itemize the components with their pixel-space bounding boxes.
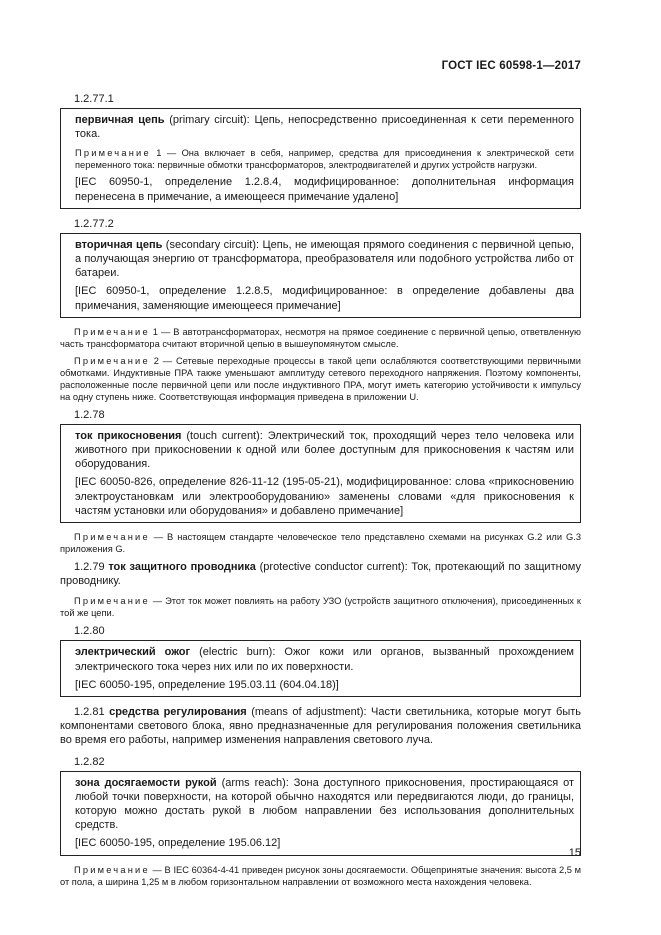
definition-paragraph bbox=[60, 560, 581, 588]
definition-text: (protective conductor current): Ток, протекающий по защитному проводнику. bbox=[60, 561, 581, 588]
note-text: — В IEC 60364-4-41 приведен рисунок зоны досягаемости. Общепринятые значения: высота 2,5 м от пола, а ширина 1,25 м в любом горизонтальном направлении от возможного места нахождения человека. bbox=[60, 864, 581, 887]
term: электрический ожог bbox=[75, 646, 191, 659]
clause-number: 1.2.79 bbox=[74, 561, 105, 574]
definition-text: (primary circuit): Цепь, непосредственно присоединенная к сети переменного тока. bbox=[75, 114, 574, 141]
term: ток защитного проводника bbox=[108, 561, 256, 574]
page-number: 15 bbox=[568, 847, 581, 859]
note bbox=[75, 147, 574, 171]
note bbox=[60, 355, 581, 403]
term: первичная цепь bbox=[75, 114, 165, 126]
note bbox=[60, 326, 581, 350]
reference: [IEC 60050-195, определение 195.03.11 (604.04.18)] bbox=[75, 678, 339, 691]
definition-text: (means of adjustment): Части светильника, которые могут быть компонентами светового блока, явно предназначенные для регулирования положения светильника во время его работы, например изменения направления светового луча. bbox=[60, 706, 582, 747]
note-text: 2 — Сетевые переходные процессы в такой цепи ослабляются соответствующими первичными обмотками. Индуктивные ПРА также уменьшают амплитуду сетевого переходного напряжения. Поэтому компоненты, расположенные после первичной цепи или после индуктивного ПРА, могут иметь категорию устойчивости к импульсу на одну ступень ниже. Соответствующая информация приведена в приложении U. bbox=[60, 355, 581, 402]
term: вторичная цепь bbox=[75, 238, 163, 251]
clause-number: 1.2.81 bbox=[74, 706, 105, 719]
clause-number: 1.2.78 bbox=[74, 408, 105, 421]
definition-paragraph bbox=[60, 705, 581, 748]
term: зона досягаемости рукой bbox=[75, 776, 217, 789]
definition bbox=[75, 645, 574, 673]
term: ток прикосновения bbox=[75, 429, 182, 442]
term: средства регулирования bbox=[109, 706, 247, 719]
note-text: 1 — Она включает в себя, например, средства для присоединения к электрической сети переменного тока: первичные обмотки трансформаторов, электродвигателей и других устройств нагрузки. bbox=[75, 148, 574, 171]
reference: [IEC 60050-826, определение 826-11-12 (195-05-21), модифицированное: слова «прикосновению электроустановкам или электрооборудованию» заменены словами «для прикосновения к частям установки или оборудования» и добавлено примечание] bbox=[75, 476, 574, 517]
definition bbox=[75, 238, 574, 281]
note-label: Примечание bbox=[74, 596, 150, 607]
content bbox=[60, 92, 581, 893]
note-label: Примечание bbox=[74, 355, 150, 366]
note-label: Примечание bbox=[74, 532, 150, 543]
note-text: — Этот ток может повлиять на работу УЗО (устройств защитного отключения), присоединенных к той же цепи. bbox=[60, 596, 581, 619]
definition-box bbox=[60, 233, 581, 318]
clause-number: 1.2.77.1 bbox=[74, 93, 114, 105]
definition-box bbox=[60, 771, 581, 856]
note-label: Примечание bbox=[74, 326, 150, 337]
definition bbox=[75, 429, 574, 472]
clause-number: 1.2.77.2 bbox=[74, 217, 114, 230]
reference: [IEC 60950-1, определение 1.2.8.4, модифицированное: дополнительная информация перенесена в примечание, а имеющееся примечание удалено] bbox=[75, 176, 574, 203]
reference: [IEC 60950-1, определение 1.2.8.5, модифицированное: в определение добавлены два примечания, заменяющие имеющееся примечание] bbox=[75, 285, 574, 312]
note-label: Примечание bbox=[75, 148, 151, 159]
note bbox=[60, 595, 581, 619]
definition-text: (secondary circuit): Цепь, не имеющая прямого соединения с первичной цепью, а получающая энергию от трансформатора, преобразователя или подобного устройства либо от батареи. bbox=[75, 238, 575, 280]
definition-box bbox=[60, 108, 581, 209]
note-label: Примечание bbox=[74, 864, 150, 875]
definition-box bbox=[60, 424, 581, 523]
note bbox=[60, 531, 581, 555]
note-text: 1 — В автотрансформаторах, несмотря на прямое соединение с первичной цепью, ответвленную часть трансформатора считают вторичной цепью в вышеупомянутом смысле. bbox=[60, 326, 581, 349]
document-header: ГОСТ IEC 60598-1—2017 bbox=[441, 60, 581, 72]
definition bbox=[75, 113, 574, 141]
definition-text: (arms reach): Зона доступного прикосновения, простирающаяся от любой точки поверхности, на которой обычно находятся или передвигаются люди, до границы, которую можно достать рукой в любом направлении без использования дополнительных средств. bbox=[75, 776, 574, 832]
definition bbox=[75, 776, 574, 833]
definition-text: (touch current): Электрический ток, проходящий через тело человека или животного при прикосновении к одной или более доступным для прикосновения к частям или оборудования. bbox=[75, 429, 574, 471]
clause-number: 1.2.80 bbox=[74, 625, 105, 638]
note bbox=[60, 864, 581, 888]
note-text: — В настоящем стандарте человеческое тело представлено схемами на рисунках G.2 или G.3 приложения G. bbox=[60, 532, 581, 555]
clause-number: 1.2.82 bbox=[74, 755, 105, 768]
definition-box bbox=[60, 640, 581, 697]
reference: [IEC 60050-195, определение 195.06.12] bbox=[75, 837, 281, 850]
definition-text: (electric burn): Ожог кожи или органов, вызванный прохождением электрического тока через них или по их поверхности. bbox=[75, 646, 574, 673]
